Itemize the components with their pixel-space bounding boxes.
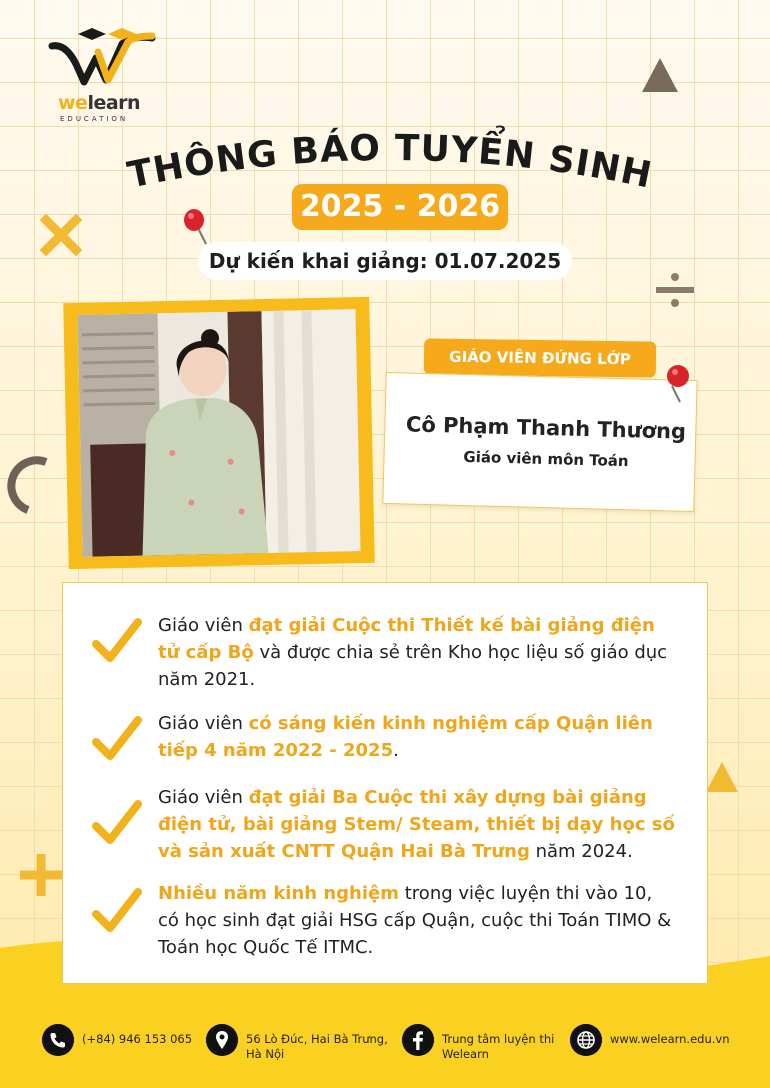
footer-address-text: [246, 1032, 388, 1062]
achievement-text: [158, 880, 678, 961]
footer-facebook-line2: Welearn: [442, 1047, 489, 1061]
multiply-deco-icon: [40, 214, 82, 256]
checkmark-icon: [92, 714, 142, 764]
achievement-highlight: Nhiều năm kinh nghiệm: [158, 883, 400, 904]
pushpin-icon: [180, 206, 214, 246]
achievement-plain: Giáo viên: [158, 787, 249, 808]
page-title-text: THÔNG BÁO TUYỂN SINH: [124, 127, 656, 197]
teacher-photo: [77, 309, 360, 557]
achievement-plain: trong việc luyện thi vào 10, có học sinh đạt giải HSG cấp Quận, cuộc thi Toán TIMO & Toán học Quốc Tế ITMC.: [158, 883, 672, 958]
footer-phone-text[interactable]: (+84) 946 153 065: [82, 1032, 193, 1046]
footer-phone[interactable]: [42, 1024, 74, 1060]
footer-address-line1: 56 Lò Đúc, Hai Bà Trưng,: [246, 1032, 388, 1046]
checkmark-icon: [92, 798, 142, 848]
triangle-deco-icon-2: [704, 760, 740, 794]
footer-facebook-line1: Trung tâm luyện thi: [442, 1032, 555, 1046]
footer-website-text[interactable]: www.welearn.edu.vn: [610, 1032, 730, 1046]
teacher-subject: Giáo viên môn Toán: [463, 447, 629, 471]
achievement-text: [158, 784, 678, 865]
footer-website[interactable]: [570, 1024, 602, 1060]
plus-deco-icon: [18, 852, 64, 898]
achievement-plain: Giáo viên: [158, 615, 249, 636]
achievement-plain: và được chia sẻ trên Kho học liệu số giáo dục năm 2021.: [158, 642, 668, 690]
footer-facebook-text[interactable]: [442, 1032, 554, 1062]
achievement-plain: .: [393, 740, 399, 761]
achievement-plain: năm 2024.: [529, 841, 633, 862]
footer-facebook[interactable]: [402, 1024, 434, 1060]
location-pin-icon: [206, 1024, 238, 1056]
school-year-badge: 2025 - 2026: [292, 184, 508, 230]
achievement-plain: Giáo viên: [158, 713, 249, 734]
achievement-highlight: đạt giải Ba Cuộc thi xây dựng bài giảng điện tử, bài giảng Stem/ Steam, thiết bị dạy học số và sản xuất CNTT Quận Hai Bà Trưng: [158, 787, 675, 862]
achievement-text: [158, 710, 678, 764]
divide-deco-icon: [654, 272, 696, 308]
start-date-label: Dự kiến khai giảng: 01.07.2025: [198, 242, 572, 280]
logo-wordmark: welearn: [58, 92, 141, 114]
triangle-deco-icon: [640, 56, 680, 94]
checkmark-icon: [92, 616, 142, 666]
footer-address: [206, 1024, 238, 1060]
pushpin-icon-2: [658, 362, 694, 404]
achievement-text: [158, 612, 678, 693]
achievement-highlight: đạt giải Cuộc thi Thiết kế bài giảng điện tử cấp Bộ: [158, 615, 655, 663]
checkmark-icon: [92, 886, 142, 936]
footer-address-line2: Hà Nội: [246, 1047, 285, 1061]
phone-icon: [42, 1024, 74, 1056]
arc-deco-icon: [0, 452, 52, 518]
achievement-highlight: có sáng kiến kinh nghiệm cấp Quận liên tiếp 4 năm 2022 - 2025: [158, 713, 653, 761]
teacher-name: Cô Phạm Thanh Thương: [405, 412, 687, 444]
logo-subtitle: EDUCATION: [60, 115, 129, 123]
teacher-role-label: GIÁO VIÊN ĐỨNG LỚP: [424, 338, 656, 377]
globe-icon: [570, 1024, 602, 1056]
facebook-icon: [402, 1024, 434, 1056]
